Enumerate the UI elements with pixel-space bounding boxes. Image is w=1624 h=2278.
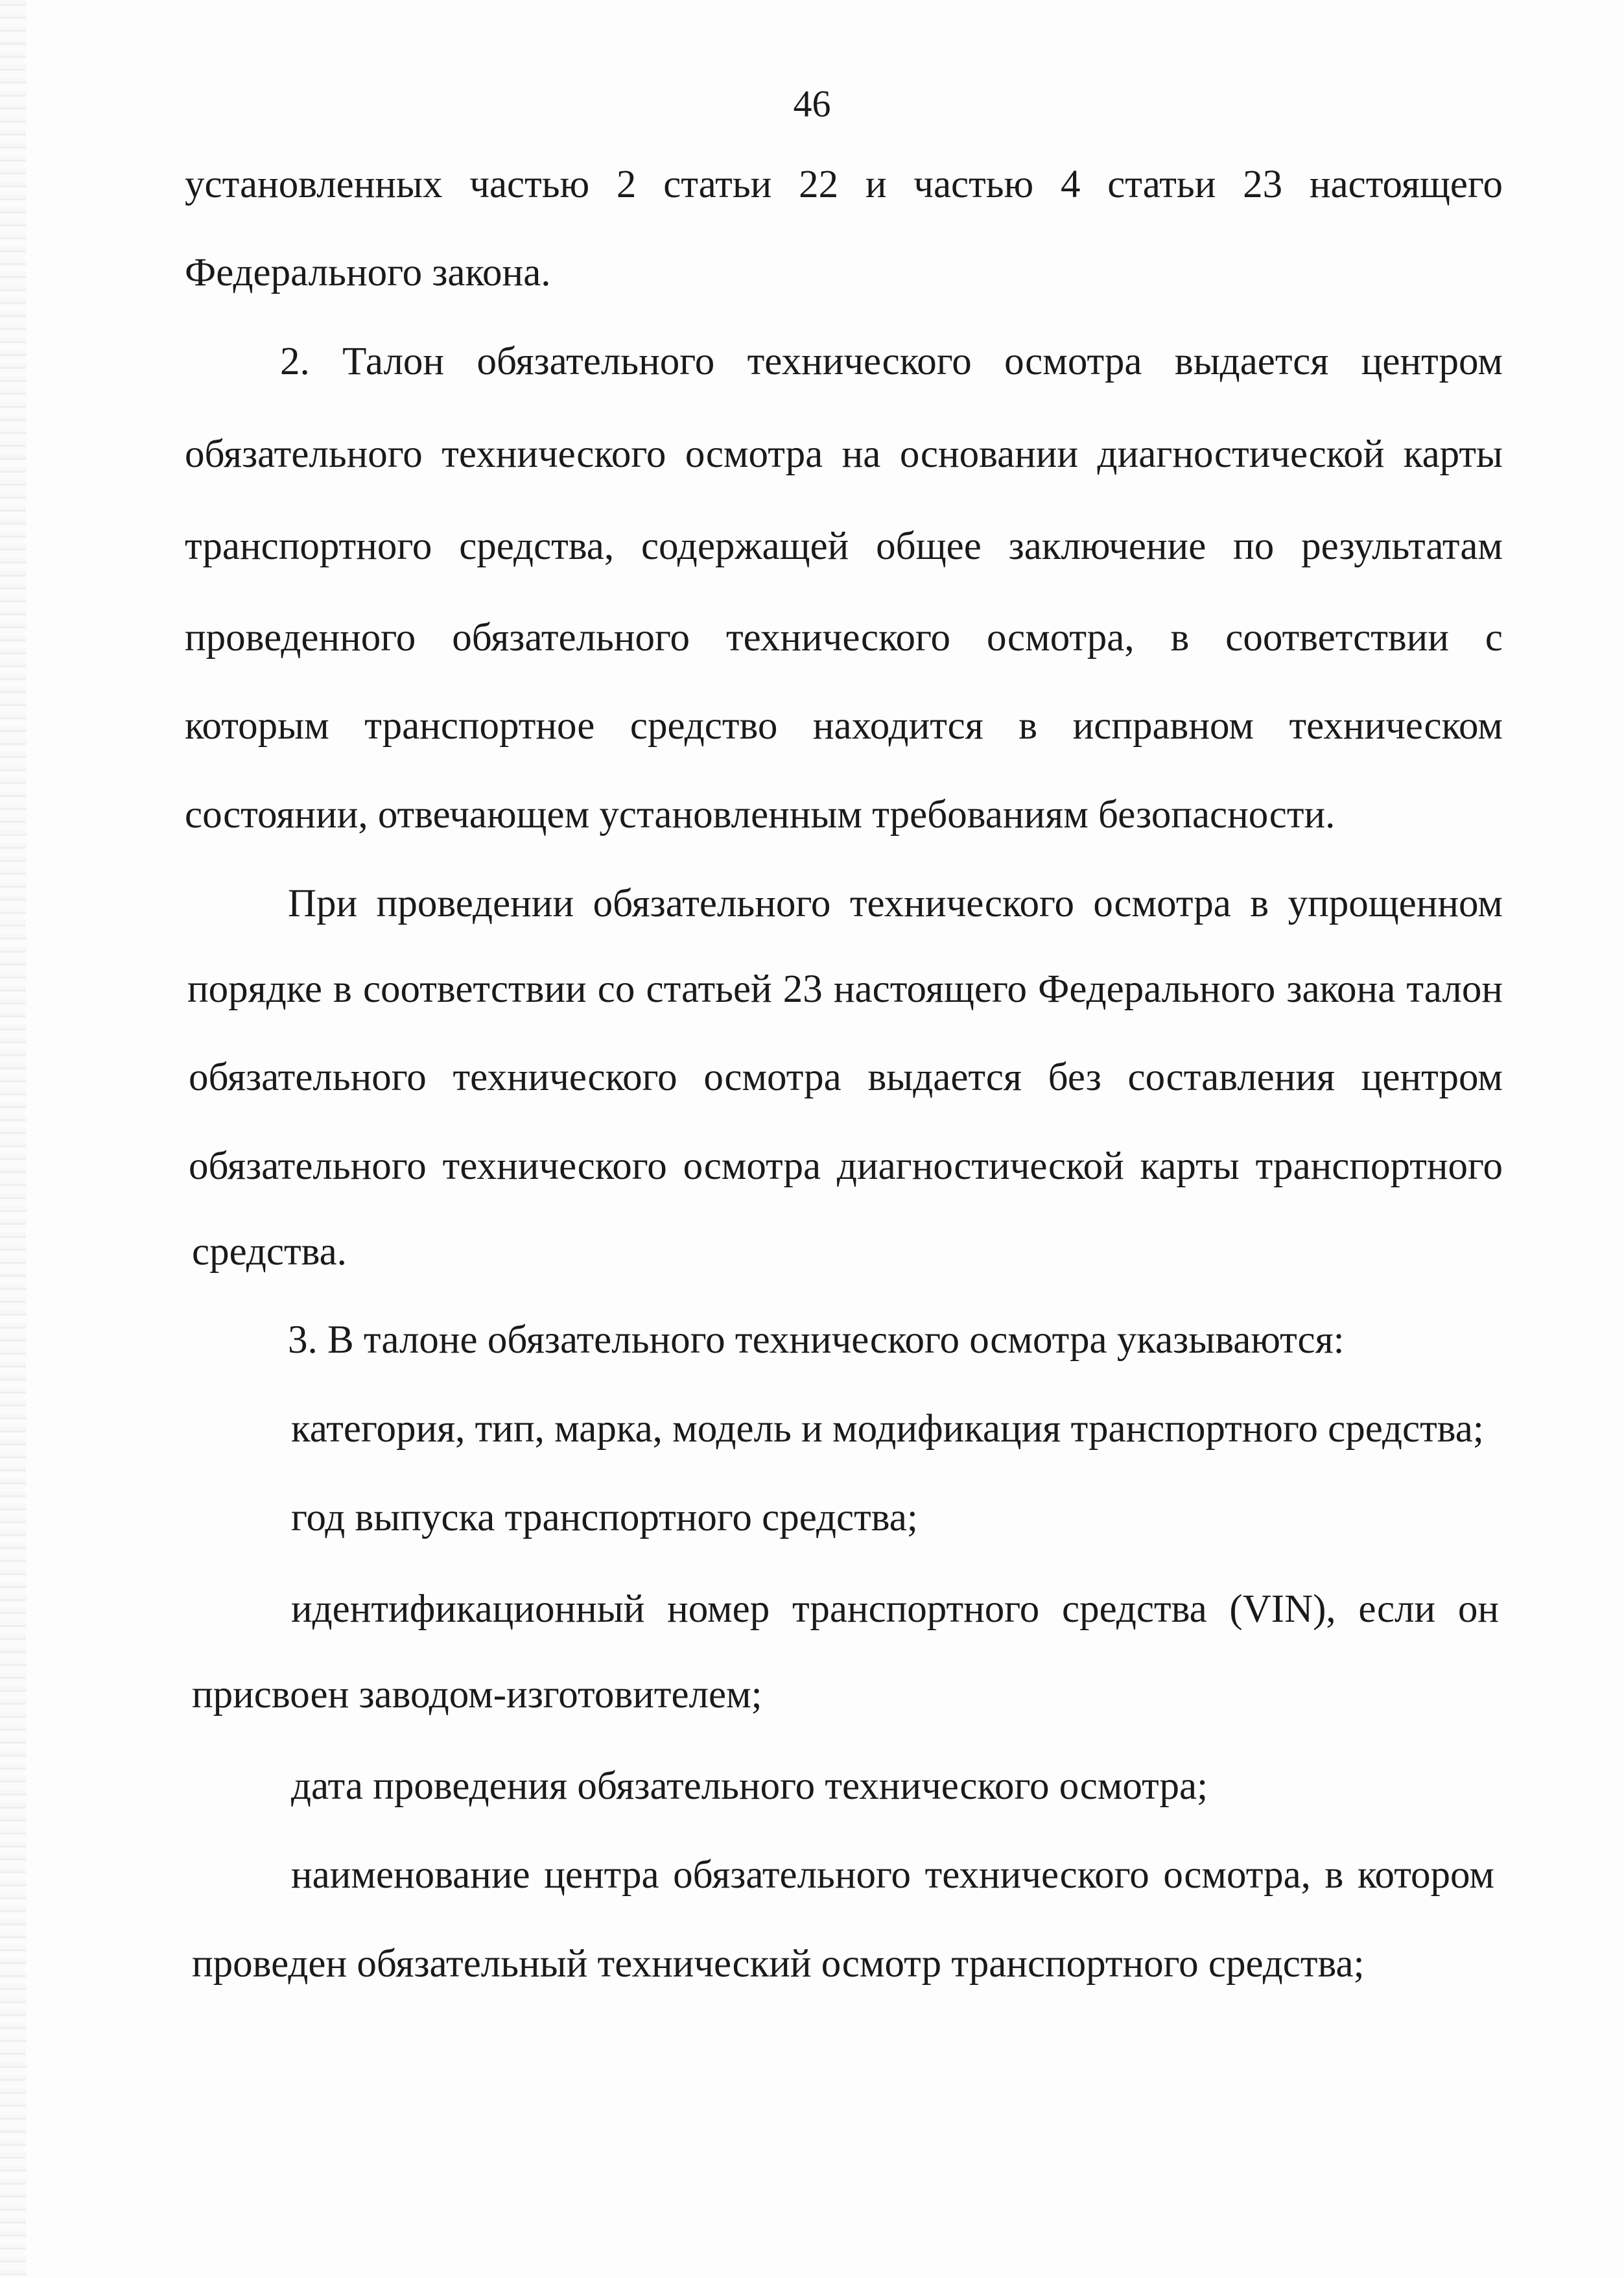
text-line: обязательного технического осмотра диагностической карты транспортного: [189, 1145, 1503, 1188]
text-line: которым транспортное средство находится в исправном техническом: [185, 704, 1503, 748]
scan-edge-artifact: [0, 0, 26, 2278]
page-number: 46: [793, 82, 831, 125]
text-line: порядке в соответствии со статьей 23 настоящего Федерального закона талон: [187, 967, 1503, 1011]
text-line: обязательного технического осмотра на основании диагностической карты: [185, 433, 1503, 476]
text-line: установленных частью 2 статьи 22 и частью 4 статьи 23 настоящего: [185, 163, 1503, 206]
text-line: присвоен заводом-изготовителем;: [192, 1673, 762, 1716]
text-line: проведенного обязательного технического осмотра, в соответствии с: [185, 616, 1503, 659]
text-line: Федерального закона.: [185, 251, 551, 294]
text-line: При проведении обязательного технического осмотра в упрощенном: [288, 882, 1503, 925]
text-line: год выпуска транспортного средства;: [291, 1496, 918, 1539]
text-line: обязательного технического осмотра выдается без составления центром: [189, 1056, 1503, 1099]
text-line: состоянии, отвечающем установленным требованиям безопасности.: [185, 793, 1336, 836]
text-line: дата проведения обязательного технического осмотра;: [291, 1764, 1208, 1808]
text-line: транспортного средства, содержащей общее заключение по результатам: [185, 525, 1503, 568]
text-line: средства.: [192, 1230, 347, 1274]
text-line: наименование центра обязательного технического осмотра, в котором: [291, 1853, 1494, 1897]
text-line: проведен обязательный технический осмотр транспортного средства;: [192, 1942, 1365, 1986]
text-line: идентификационный номер транспортного средства (VIN), если он: [291, 1587, 1499, 1631]
text-line: 2. Талон обязательного технического осмотра выдается центром: [280, 340, 1503, 383]
text-line: категория, тип, марка, модель и модификация транспортного средства;: [291, 1407, 1484, 1451]
text-line: 3. В талоне обязательного технического осмотра указываются:: [288, 1318, 1345, 1362]
